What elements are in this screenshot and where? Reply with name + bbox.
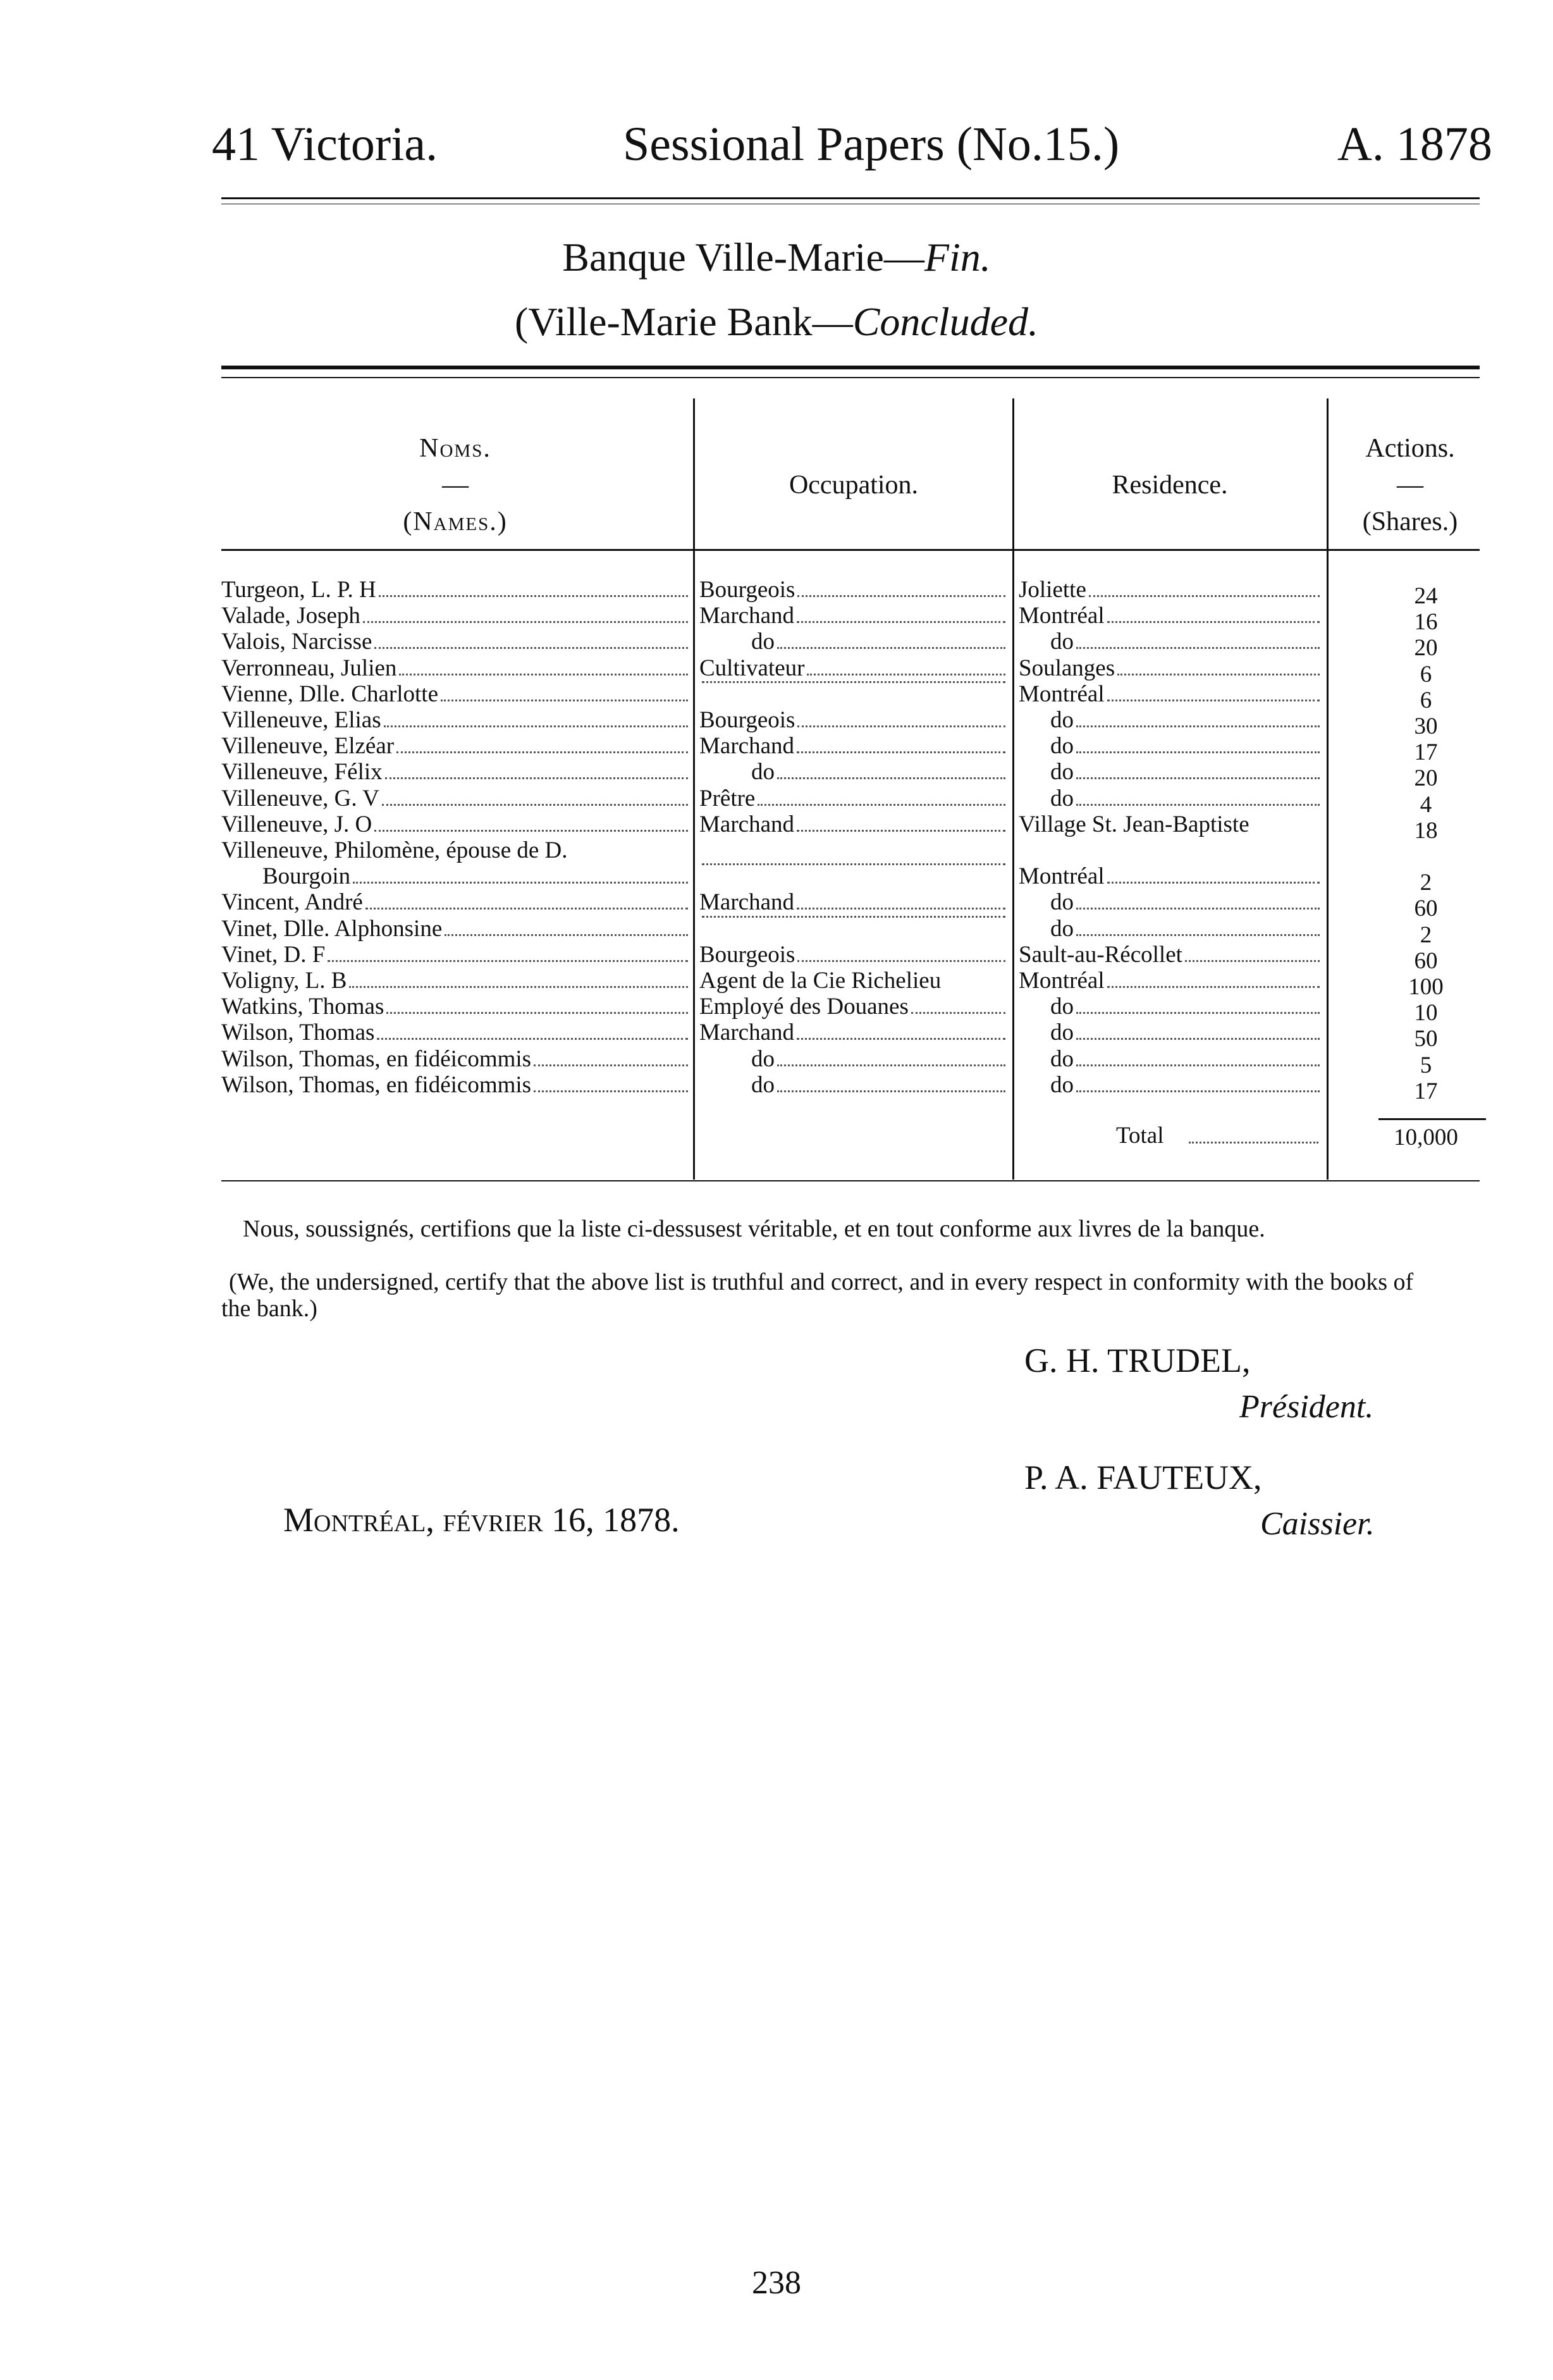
shareholder-occupation: do xyxy=(699,759,1008,785)
shareholder-residence: do xyxy=(1019,733,1322,759)
shareholder-shares: 6 xyxy=(1420,662,1432,687)
header-document: Sessional Papers (No.15.) xyxy=(623,118,1120,171)
column-divider xyxy=(693,398,695,1180)
shareholder-occupation: Bourgeois xyxy=(699,942,1008,968)
shareholder-occupation: Bourgeois xyxy=(699,707,1008,733)
shareholder-occupation xyxy=(699,863,1008,889)
shareholder-residence: Village St. Jean-Baptiste xyxy=(1019,811,1249,837)
shareholder-shares xyxy=(1366,844,1486,870)
page-number: 238 xyxy=(752,2265,801,2301)
cashier-title: Caissier. xyxy=(1260,1506,1375,1542)
place-and-date: Montréal, février 16, 1878. xyxy=(283,1501,680,1539)
shareholder-name: Vincent, André xyxy=(221,889,691,915)
shareholder-name: Wilson, Thomas, en fidéicommis xyxy=(221,1046,691,1072)
shareholder-name: Vienne, Dlle. Charlotte xyxy=(221,681,691,707)
shareholder-name: Villeneuve, Elzéar xyxy=(221,733,691,759)
shareholder-name: Valois, Narcisse xyxy=(221,629,691,655)
shareholder-shares: 30 xyxy=(1414,713,1438,739)
shareholder-name: Valade, Joseph xyxy=(221,603,691,629)
shareholder-occupation xyxy=(699,837,1008,863)
shares-column-header: Actions. — (Shares.) xyxy=(1362,434,1458,536)
table-bottom-rule xyxy=(221,1180,1480,1181)
total-label: Total xyxy=(1116,1123,1164,1149)
shareholder-shares: 16 xyxy=(1414,609,1438,635)
shareholder-name: Vinet, Dlle. Alphonsine xyxy=(221,916,691,942)
shareholder-shares: 50 xyxy=(1414,1026,1438,1052)
shareholder-residence: Montréal xyxy=(1019,968,1322,994)
title-rule xyxy=(221,366,1480,369)
shareholder-shares: 100 xyxy=(1408,974,1444,1000)
shareholder-occupation xyxy=(699,916,1008,942)
shareholder-residence: Montréal xyxy=(1019,863,1322,889)
shareholder-occupation: Employé des Douanes xyxy=(699,994,1008,1020)
column-divider xyxy=(1327,398,1329,1180)
shareholder-residence: do xyxy=(1019,889,1322,915)
table-header-rule xyxy=(221,549,1480,551)
shareholder-residence: do xyxy=(1019,916,1322,942)
shareholder-shares: 60 xyxy=(1414,948,1438,974)
president-title: Président. xyxy=(1239,1389,1374,1425)
shareholder-occupation: Marchand xyxy=(699,1020,1008,1045)
shareholder-residence: Sault-au-Récollet xyxy=(1019,942,1322,968)
shareholder-name: Voligny, L. B xyxy=(221,968,691,994)
total-rule xyxy=(1378,1118,1486,1120)
shareholder-name: Bourgoin xyxy=(262,863,691,889)
shareholder-residence: Soulanges xyxy=(1019,655,1322,681)
occupation-column-header: Occupation. xyxy=(789,471,919,500)
header-session: 41 Victoria. xyxy=(212,118,438,171)
cashier-name: P. A. FAUTEUX, xyxy=(1024,1458,1262,1496)
shareholder-residence: do xyxy=(1019,1046,1322,1072)
declaration-french: Nous, soussignés, certifions que la liste ci-dessusest véritable, et en tout conforme aux livres de la banque. xyxy=(243,1216,1265,1242)
header-rule xyxy=(221,197,1480,199)
shareholder-shares: 5 xyxy=(1420,1052,1432,1078)
shareholder-shares: 20 xyxy=(1414,765,1438,791)
shareholder-occupation: do xyxy=(699,1072,1008,1098)
title-rule-thin xyxy=(221,377,1480,378)
president-name: G. H. TRUDEL, xyxy=(1024,1341,1251,1379)
shareholder-name: Vinet, D. F xyxy=(221,942,691,968)
shareholder-shares: 17 xyxy=(1414,739,1438,765)
shareholder-occupation: Marchand xyxy=(699,733,1008,759)
names-column-header: Noms. — (Names.) xyxy=(403,434,508,536)
shareholder-name: Villeneuve, Félix xyxy=(221,759,691,785)
shareholder-occupation: Prêtre xyxy=(699,786,1008,811)
shareholder-name: Villeneuve, J. O xyxy=(221,811,691,837)
shareholder-shares: 60 xyxy=(1414,896,1438,922)
shareholder-shares: 6 xyxy=(1420,687,1432,713)
page-subtitle: (Ville-Marie Bank—Concluded. xyxy=(515,299,1038,344)
shareholder-residence: do xyxy=(1019,1020,1322,1045)
shareholder-residence: do xyxy=(1019,707,1322,733)
shareholder-occupation: Marchand xyxy=(699,889,1008,915)
shareholder-occupation: Marchand xyxy=(699,603,1008,629)
shareholder-shares: 2 xyxy=(1420,922,1432,948)
shareholder-residence: Montréal xyxy=(1019,603,1322,629)
shareholder-shares: 2 xyxy=(1420,870,1432,896)
shareholder-occupation: Cultivateur xyxy=(699,655,1008,681)
shareholder-shares: 18 xyxy=(1414,818,1438,844)
shareholder-residence: do xyxy=(1019,786,1322,811)
shareholder-occupation: do xyxy=(699,629,1008,655)
shareholder-name: Villeneuve, Elias xyxy=(221,707,691,733)
shareholder-shares: 20 xyxy=(1414,635,1438,661)
shareholder-residence xyxy=(1019,837,1322,863)
shareholder-name: Villeneuve, Philomène, épouse de D. xyxy=(221,837,568,863)
shareholder-occupation: Agent de la Cie Richelieu xyxy=(699,968,942,994)
shareholder-name: Wilson, Thomas, en fidéicommis xyxy=(221,1072,691,1098)
column-divider xyxy=(1012,398,1014,1180)
page-title: Banque Ville-Marie—Fin. xyxy=(562,235,991,280)
header-year: A. 1878 xyxy=(1337,118,1492,171)
shareholder-residence: do xyxy=(1019,759,1322,785)
total-leader xyxy=(1189,1142,1318,1144)
shareholder-name: Villeneuve, G. V xyxy=(221,786,691,811)
shareholder-shares: 4 xyxy=(1420,792,1432,818)
shareholder-residence: do xyxy=(1019,629,1322,655)
shareholder-occupation xyxy=(699,681,1008,707)
shareholder-residence: Joliette xyxy=(1019,577,1322,603)
shareholder-residence: do xyxy=(1019,1072,1322,1098)
shareholder-occupation: Bourgeois xyxy=(699,577,1008,603)
shareholder-occupation: Marchand xyxy=(699,811,1008,837)
shareholder-name: Watkins, Thomas xyxy=(221,994,691,1020)
shareholder-shares: 17 xyxy=(1414,1078,1438,1104)
shareholder-residence: Montréal xyxy=(1019,681,1322,707)
shareholder-name: Wilson, Thomas xyxy=(221,1020,691,1045)
shareholder-shares: 10 xyxy=(1414,1000,1438,1026)
shareholder-occupation: do xyxy=(699,1046,1008,1072)
shareholder-name: Verronneau, Julien xyxy=(221,655,691,681)
shareholder-shares: 24 xyxy=(1414,583,1438,609)
shareholder-residence: do xyxy=(1019,994,1322,1020)
total-value: 10,000 xyxy=(1394,1125,1458,1150)
shareholder-name: Turgeon, L. P. H xyxy=(221,577,691,603)
declaration-english: (We, the undersigned, certify that the above list is truthful and correct, and in every respect in conformity with the books of the bank.) xyxy=(221,1269,1414,1322)
residence-column-header: Residence. xyxy=(1112,471,1228,500)
